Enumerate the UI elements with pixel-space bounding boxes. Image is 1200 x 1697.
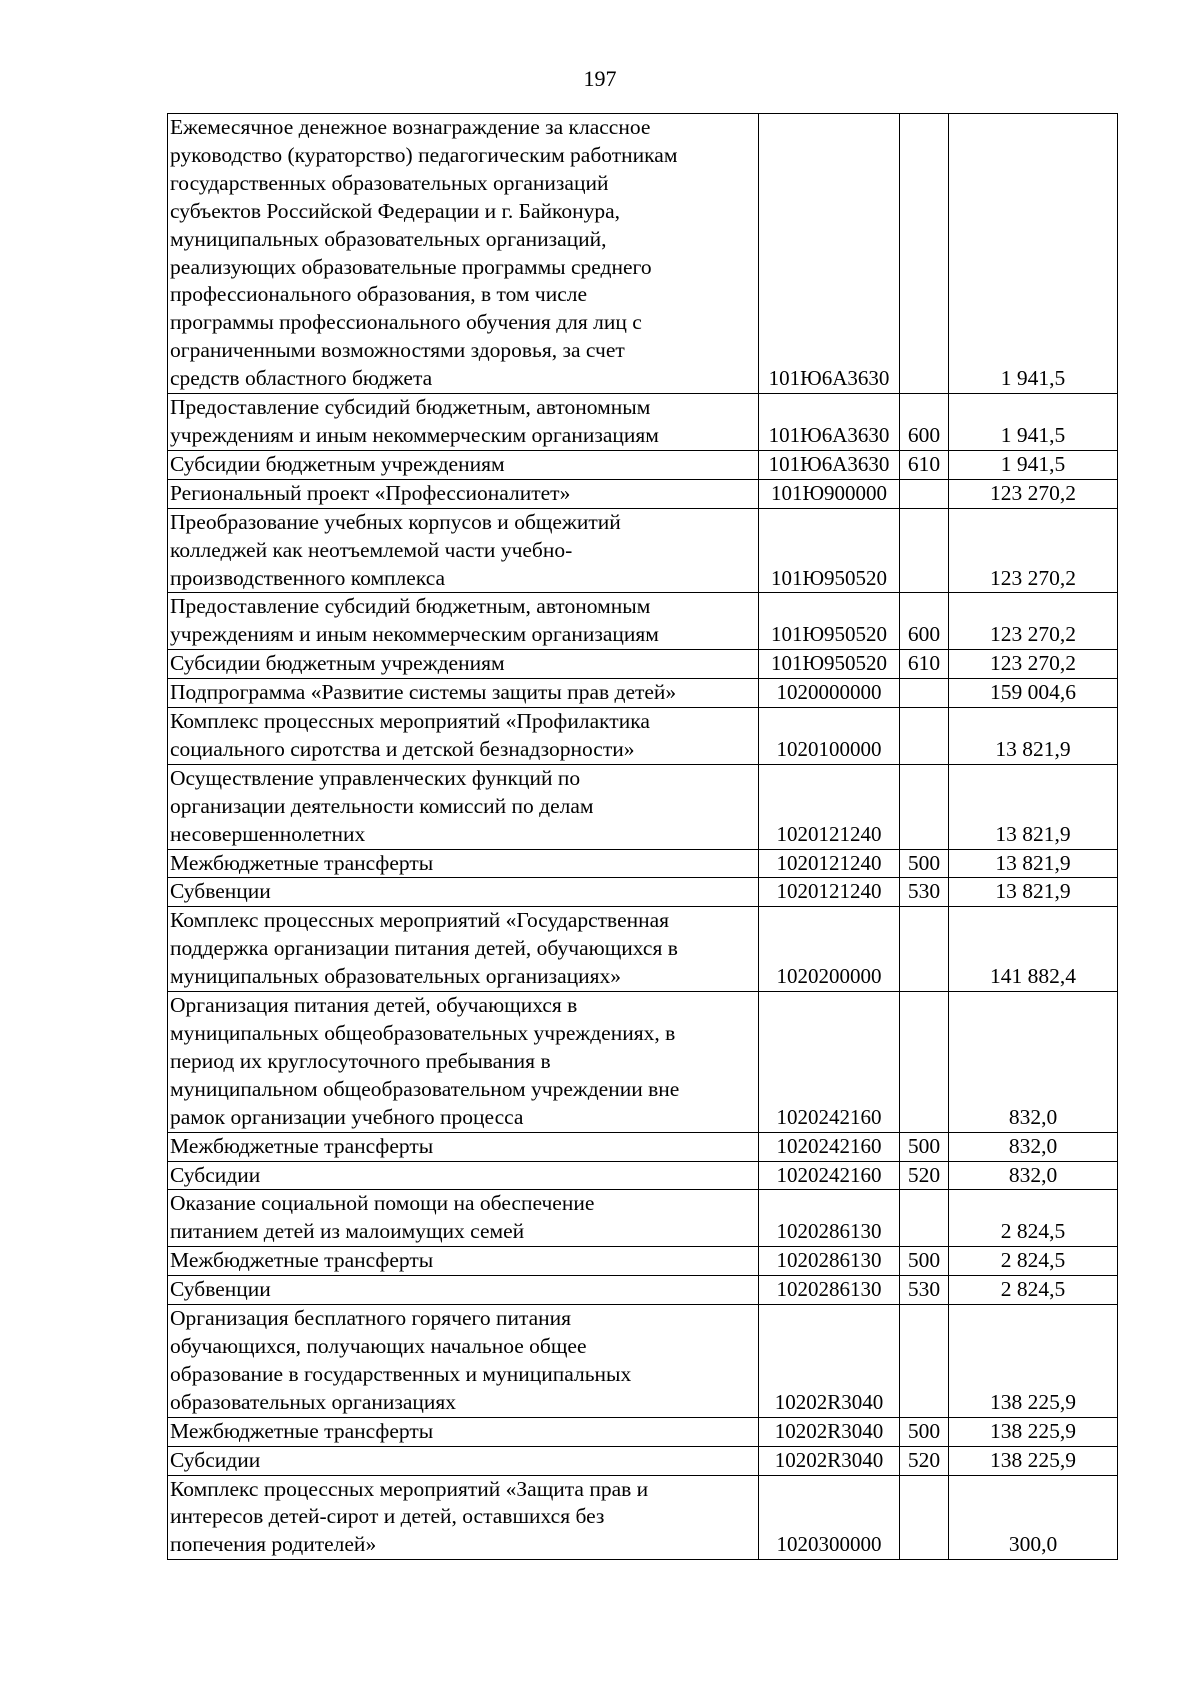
row-code-cell: 10202R3040 (759, 1446, 900, 1475)
row-amount-cell: 138 225,9 (949, 1305, 1118, 1418)
row-amount-cell: 2 824,5 (949, 1276, 1118, 1305)
row-amount-cell: 141 882,4 (949, 907, 1118, 992)
row-type-cell: 520 (900, 1161, 949, 1190)
table-row (168, 1475, 1118, 1560)
row-name-cell: Подпрограмма «Развитие системы защиты прав детей» (168, 679, 759, 708)
table-row (168, 593, 1118, 650)
row-amount-cell: 832,0 (949, 992, 1118, 1133)
row-amount-cell: 123 270,2 (949, 650, 1118, 679)
row-name-cell: Осуществление управленческих функций по организации деятельности комиссий по делам несовершеннолетних (168, 764, 759, 849)
row-code-cell: 101Ю900000 (759, 479, 900, 508)
row-code-cell: 1020242160 (759, 1161, 900, 1190)
row-type-cell (900, 708, 949, 765)
row-amount-cell: 2 824,5 (949, 1190, 1118, 1247)
row-name-cell: Субсидии (168, 1446, 759, 1475)
row-amount-cell: 1 941,5 (949, 114, 1118, 394)
row-amount-cell: 13 821,9 (949, 849, 1118, 878)
budget-table-body (168, 114, 1118, 1560)
row-type-cell (900, 992, 949, 1133)
row-amount-cell: 1 941,5 (949, 394, 1118, 451)
row-code-cell: 10202R3040 (759, 1305, 900, 1418)
row-amount-cell: 300,0 (949, 1475, 1118, 1560)
table-row (168, 114, 1118, 394)
row-code-cell: 101Ю6А3630 (759, 114, 900, 394)
row-type-cell: 500 (900, 1247, 949, 1276)
row-type-cell: 500 (900, 849, 949, 878)
row-type-cell (900, 679, 949, 708)
row-code-cell: 1020286130 (759, 1247, 900, 1276)
table-row (168, 1305, 1118, 1418)
row-code-cell: 1020286130 (759, 1190, 900, 1247)
row-type-cell (900, 508, 949, 593)
row-code-cell: 101Ю950520 (759, 508, 900, 593)
row-name-cell: Комплекс процессных мероприятий «Профилактика социального сиротства и детской безнадзорности» (168, 708, 759, 765)
row-name-cell: Преобразование учебных корпусов и общежитий колледжей как неотъемлемой части учебно- производственного комплекса (168, 508, 759, 593)
row-name-cell: Ежемесячное денежное вознаграждение за классное руководство (кураторство) педагогическим работникам государственных образовательных организаций субъектов Российской Федерации и г. Байконура, муниципальных образовательных организаций, реализующих образовательные программы среднего профессионального образования, в том числе программы профессионального обучения для лиц с ограниченными возможностями здоровья, за счет средств областного бюджета (168, 114, 759, 394)
table-row (168, 1190, 1118, 1247)
row-type-cell: 610 (900, 650, 949, 679)
row-code-cell: 101Ю6А3630 (759, 394, 900, 451)
row-type-cell (900, 1190, 949, 1247)
row-code-cell: 101Ю950520 (759, 650, 900, 679)
table-row (168, 1417, 1118, 1446)
row-code-cell: 1020000000 (759, 679, 900, 708)
table-row (168, 1446, 1118, 1475)
table-row (168, 479, 1118, 508)
row-amount-cell: 123 270,2 (949, 593, 1118, 650)
row-type-cell: 500 (900, 1417, 949, 1446)
row-code-cell: 101Ю950520 (759, 593, 900, 650)
row-name-cell: Межбюджетные трансферты (168, 1132, 759, 1161)
table-row (168, 1132, 1118, 1161)
row-code-cell: 1020100000 (759, 708, 900, 765)
row-type-cell: 520 (900, 1446, 949, 1475)
row-name-cell: Межбюджетные трансферты (168, 849, 759, 878)
row-name-cell: Предоставление субсидий бюджетным, автономным учреждениям и иным некоммерческим организациям (168, 593, 759, 650)
table-row (168, 764, 1118, 849)
table-row (168, 1247, 1118, 1276)
row-amount-cell: 13 821,9 (949, 708, 1118, 765)
row-code-cell: 1020200000 (759, 907, 900, 992)
budget-table (167, 113, 1118, 1560)
row-code-cell: 1020242160 (759, 992, 900, 1133)
row-name-cell: Субсидии (168, 1161, 759, 1190)
row-name-cell: Субвенции (168, 1276, 759, 1305)
row-code-cell: 1020121240 (759, 849, 900, 878)
row-amount-cell: 832,0 (949, 1161, 1118, 1190)
row-amount-cell: 123 270,2 (949, 479, 1118, 508)
row-name-cell: Субсидии бюджетным учреждениям (168, 650, 759, 679)
row-type-cell: 530 (900, 1276, 949, 1305)
row-type-cell (900, 764, 949, 849)
row-amount-cell: 123 270,2 (949, 508, 1118, 593)
row-name-cell: Организация бесплатного горячего питания обучающихся, получающих начальное общее образование в государственных и муниципальных образовательных организациях (168, 1305, 759, 1418)
row-name-cell: Региональный проект «Профессионалитет» (168, 479, 759, 508)
table-row (168, 907, 1118, 992)
row-name-cell: Оказание социальной помощи на обеспечение питанием детей из малоимущих семей (168, 1190, 759, 1247)
table-row (168, 508, 1118, 593)
row-code-cell: 10202R3040 (759, 1417, 900, 1446)
row-code-cell: 1020286130 (759, 1276, 900, 1305)
table-row (168, 708, 1118, 765)
row-type-cell: 600 (900, 593, 949, 650)
row-name-cell: Субсидии бюджетным учреждениям (168, 450, 759, 479)
row-type-cell (900, 1475, 949, 1560)
row-code-cell: 1020121240 (759, 878, 900, 907)
row-type-cell: 500 (900, 1132, 949, 1161)
row-amount-cell: 138 225,9 (949, 1446, 1118, 1475)
row-amount-cell: 832,0 (949, 1132, 1118, 1161)
row-code-cell: 1020242160 (759, 1132, 900, 1161)
row-type-cell (900, 1305, 949, 1418)
row-amount-cell: 1 941,5 (949, 450, 1118, 479)
row-type-cell (900, 479, 949, 508)
row-amount-cell: 13 821,9 (949, 764, 1118, 849)
row-name-cell: Комплекс процессных мероприятий «Государственная поддержка организации питания детей, обучающихся в муниципальных образовательных организациях» (168, 907, 759, 992)
row-type-cell: 600 (900, 394, 949, 451)
row-code-cell: 1020300000 (759, 1475, 900, 1560)
row-code-cell: 101Ю6А3630 (759, 450, 900, 479)
page-number: 197 (583, 66, 617, 91)
row-name-cell: Комплекс процессных мероприятий «Защита прав и интересов детей-сирот и детей, оставшихся без попечения родителей» (168, 1475, 759, 1560)
row-name-cell: Межбюджетные трансферты (168, 1247, 759, 1276)
table-row (168, 878, 1118, 907)
row-amount-cell: 13 821,9 (949, 878, 1118, 907)
row-type-cell: 530 (900, 878, 949, 907)
table-row (168, 1161, 1118, 1190)
table-row (168, 849, 1118, 878)
row-amount-cell: 138 225,9 (949, 1417, 1118, 1446)
row-amount-cell: 2 824,5 (949, 1247, 1118, 1276)
table-row (168, 650, 1118, 679)
table-row (168, 450, 1118, 479)
row-type-cell: 610 (900, 450, 949, 479)
row-name-cell: Организация питания детей, обучающихся в муниципальных общеобразовательных учреждениях, в период их круглосуточного пребывания в муниципальном общеобразовательном учреждении вне рамок организации учебного процесса (168, 992, 759, 1133)
row-name-cell: Предоставление субсидий бюджетным, автономным учреждениям и иным некоммерческим организациям (168, 394, 759, 451)
row-code-cell: 1020121240 (759, 764, 900, 849)
table-row (168, 1276, 1118, 1305)
table-row (168, 394, 1118, 451)
table-row (168, 679, 1118, 708)
row-amount-cell: 159 004,6 (949, 679, 1118, 708)
row-type-cell (900, 114, 949, 394)
row-name-cell: Субвенции (168, 878, 759, 907)
row-type-cell (900, 907, 949, 992)
table-row (168, 992, 1118, 1133)
row-name-cell: Межбюджетные трансферты (168, 1417, 759, 1446)
